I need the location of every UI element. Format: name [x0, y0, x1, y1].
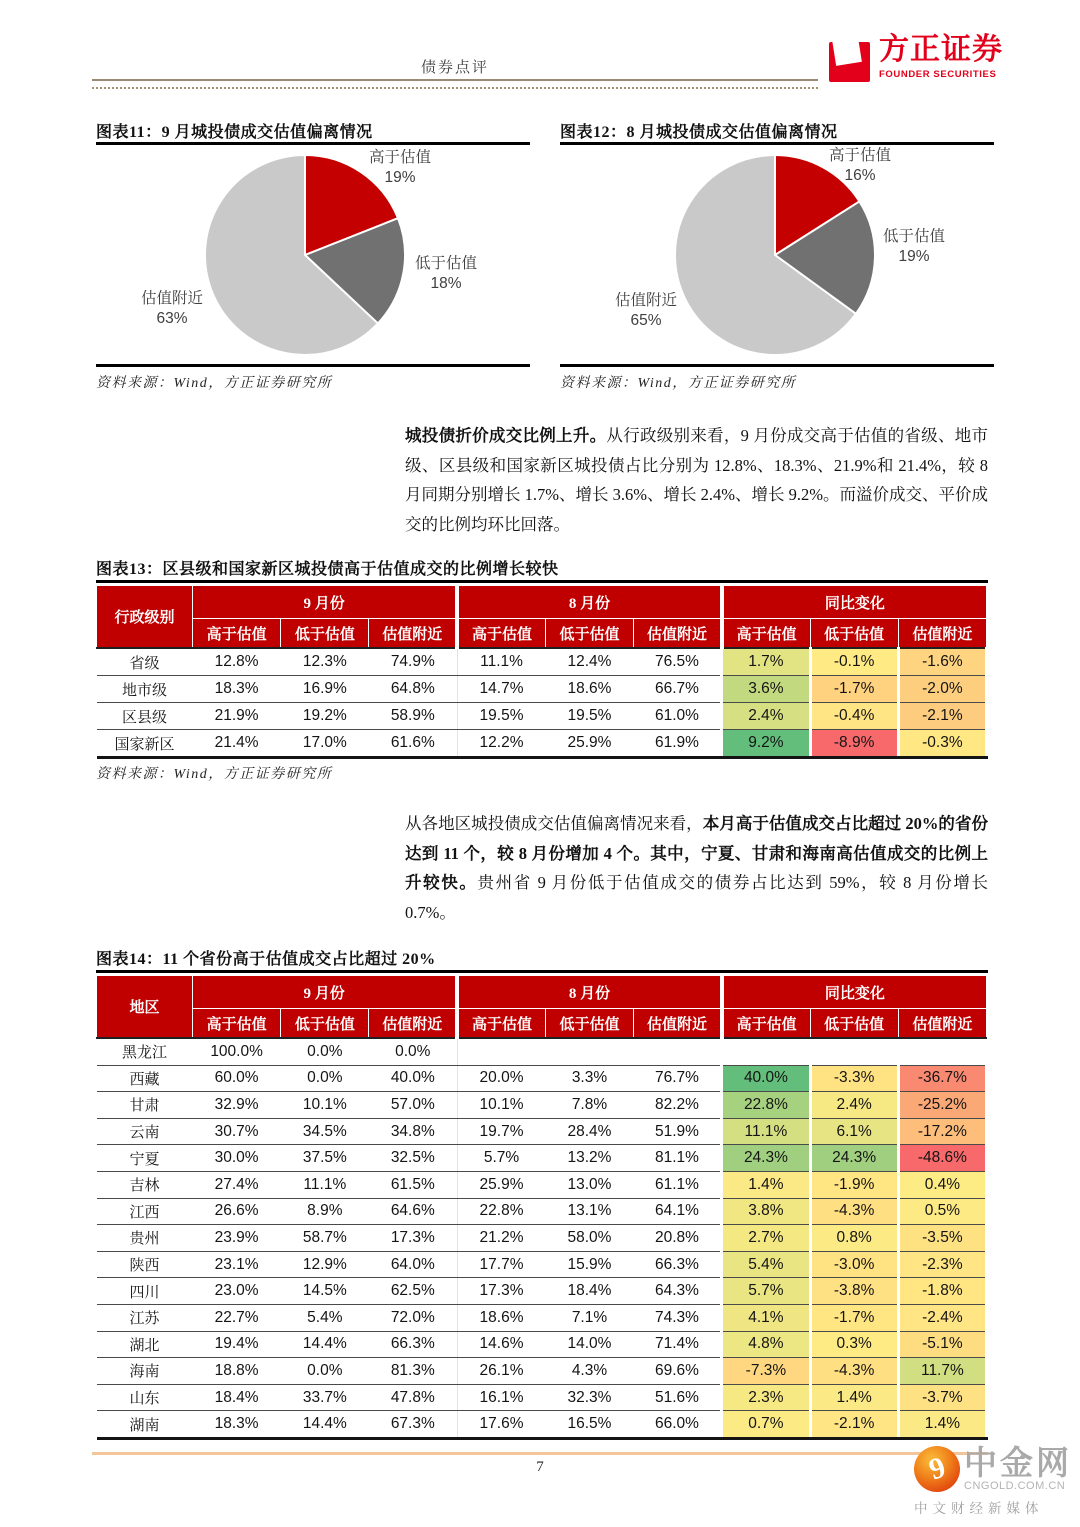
brand-subtitle: FOUNDER SECURITIES — [879, 69, 997, 80]
change-cell: -25.2% — [898, 1092, 986, 1119]
table-row — [97, 676, 987, 703]
founder-securities-logo-icon — [826, 35, 874, 90]
change-cell: -4.3% — [810, 1198, 898, 1225]
bold-text-segment: 城投债折价成交比例上升。 — [405, 426, 607, 445]
value-cell: 17.3% — [457, 1278, 545, 1305]
value-cell: 18.6% — [545, 676, 633, 703]
value-cell: 23.0% — [193, 1278, 281, 1305]
change-cell: -8.9% — [810, 730, 898, 758]
change-cell: 5.7% — [722, 1278, 810, 1305]
figure11-title: 图表11：9 月城投债成交估值偏离情况 — [96, 124, 373, 141]
change-cell: 4.8% — [722, 1331, 810, 1358]
value-cell: 61.9% — [634, 730, 722, 758]
change-cell: 22.8% — [722, 1092, 810, 1119]
change-cell: 1.7% — [722, 648, 810, 676]
value-cell: 19.2% — [281, 703, 369, 730]
change-cell: -3.5% — [898, 1225, 986, 1252]
change-cell: -0.3% — [898, 730, 986, 758]
region-cell: 云南 — [97, 1118, 193, 1145]
value-cell: 71.4% — [634, 1331, 722, 1358]
value-cell: 62.5% — [369, 1278, 457, 1305]
value-cell: 64.6% — [369, 1198, 457, 1225]
table-row — [97, 1251, 987, 1278]
value-cell: 26.1% — [457, 1358, 545, 1385]
region-cell: 湖北 — [97, 1331, 193, 1358]
figure11-source: 资料来源：Wind，方正证券研究所 — [96, 376, 333, 391]
table-row — [97, 1225, 987, 1252]
value-cell: 58.0% — [545, 1225, 633, 1252]
region-cell: 甘肃 — [97, 1092, 193, 1119]
table-sub-header: 估值附近 — [898, 619, 986, 649]
value-cell: 18.4% — [545, 1278, 633, 1305]
figure13-title: 图表13：区县级和国家新区城投债高于估值成交的比例增长较快 — [96, 561, 559, 578]
change-cell: -17.2% — [898, 1118, 986, 1145]
table-row — [97, 1065, 987, 1092]
cngold-name: 中金网 — [964, 1444, 1072, 1481]
change-cell: 1.4% — [898, 1411, 986, 1439]
value-cell: 0.0% — [369, 1038, 457, 1065]
region-cell: 山东 — [97, 1384, 193, 1411]
change-cell: 2.7% — [722, 1225, 810, 1252]
change-cell — [898, 1038, 986, 1065]
value-cell: 10.1% — [281, 1092, 369, 1119]
value-cell: 61.0% — [634, 703, 722, 730]
region-cell: 国家新区 — [97, 730, 193, 758]
body-paragraph-1 — [405, 421, 988, 539]
value-cell: 64.3% — [634, 1278, 722, 1305]
table-sub-header: 低于估值 — [810, 1009, 898, 1039]
value-cell: 5.4% — [281, 1304, 369, 1331]
change-cell: 2.3% — [722, 1384, 810, 1411]
header-rule — [92, 79, 818, 81]
value-cell: 66.0% — [634, 1411, 722, 1439]
value-cell — [545, 1038, 633, 1065]
value-cell: 47.8% — [369, 1384, 457, 1411]
change-cell: -0.4% — [810, 703, 898, 730]
pie-slice-label: 估值附近 63% — [140, 290, 203, 327]
table-row — [97, 1411, 987, 1439]
change-cell: 2.4% — [810, 1092, 898, 1119]
figure13-source: 资料来源：Wind，方正证券研究所 — [96, 767, 333, 782]
table-row — [97, 1358, 987, 1385]
text-segment: 从各地区城投债成交估值偏离情况来看， — [405, 814, 703, 833]
region-cell: 贵州 — [97, 1225, 193, 1252]
value-cell: 57.0% — [369, 1092, 457, 1119]
table-row — [97, 1304, 987, 1331]
bold-text-segment: 本月高于估值成交占比超过 20%的省份达到 11 个，较 8 月份增加 4 个。其中，宁夏、甘肃和海南高估值成交的比例上升较快。 — [405, 814, 989, 892]
table-sub-header: 高于估值 — [193, 619, 281, 649]
value-cell: 14.5% — [281, 1278, 369, 1305]
value-cell: 15.9% — [545, 1251, 633, 1278]
table-row-header: 地区 — [97, 976, 193, 1039]
value-cell: 13.2% — [545, 1145, 633, 1172]
value-cell: 16.5% — [545, 1411, 633, 1439]
table-row — [97, 1171, 987, 1198]
table-sub-header: 高于估值 — [457, 1009, 545, 1039]
value-cell: 64.8% — [369, 676, 457, 703]
province-valuation-table — [96, 975, 988, 1440]
table-group-header: 同比变化 — [722, 976, 987, 1009]
region-cell: 省级 — [97, 648, 193, 676]
value-cell: 12.3% — [281, 648, 369, 676]
region-cell: 四川 — [97, 1278, 193, 1305]
value-cell: 14.0% — [545, 1331, 633, 1358]
value-cell: 69.6% — [634, 1358, 722, 1385]
table-sub-header: 估值附近 — [898, 1009, 986, 1039]
change-cell: -7.3% — [722, 1358, 810, 1385]
value-cell: 22.7% — [193, 1304, 281, 1331]
value-cell: 8.9% — [281, 1198, 369, 1225]
table-row — [97, 1092, 987, 1119]
footer-rule — [92, 1452, 988, 1455]
figure14-top-rule — [96, 970, 988, 973]
value-cell: 37.5% — [281, 1145, 369, 1172]
value-cell: 21.9% — [193, 703, 281, 730]
change-cell: -1.6% — [898, 648, 986, 676]
value-cell: 25.9% — [545, 730, 633, 758]
figure13-top-rule — [96, 580, 988, 583]
value-cell: 0.0% — [281, 1038, 369, 1065]
table-sub-header: 高于估值 — [722, 619, 810, 649]
change-cell: -2.1% — [810, 1411, 898, 1439]
value-cell: 51.6% — [634, 1384, 722, 1411]
change-cell: 0.8% — [810, 1225, 898, 1252]
table-group-header: 9 月份 — [193, 586, 458, 619]
change-cell: 0.4% — [898, 1171, 986, 1198]
region-cell: 区县级 — [97, 703, 193, 730]
value-cell: 18.4% — [193, 1384, 281, 1411]
pie-slice-label: 高于估值 19% — [368, 149, 431, 186]
value-cell: 66.7% — [634, 676, 722, 703]
value-cell: 7.1% — [545, 1304, 633, 1331]
value-cell: 14.6% — [457, 1331, 545, 1358]
change-cell: -3.7% — [898, 1384, 986, 1411]
pie-slice-label: 低于估值 18% — [414, 255, 477, 292]
value-cell: 74.9% — [369, 648, 457, 676]
change-cell: -1.7% — [810, 676, 898, 703]
value-cell: 34.5% — [281, 1118, 369, 1145]
value-cell: 82.2% — [634, 1092, 722, 1119]
table-row — [97, 1331, 987, 1358]
value-cell: 64.1% — [634, 1198, 722, 1225]
value-cell: 0.0% — [281, 1358, 369, 1385]
change-cell: -36.7% — [898, 1065, 986, 1092]
change-cell: 3.8% — [722, 1198, 810, 1225]
value-cell: 25.9% — [457, 1171, 545, 1198]
value-cell: 76.5% — [634, 648, 722, 676]
table-row — [97, 1198, 987, 1225]
change-cell: 1.4% — [722, 1171, 810, 1198]
value-cell: 11.1% — [457, 648, 545, 676]
table-row — [97, 1384, 987, 1411]
value-cell: 72.0% — [369, 1304, 457, 1331]
region-cell: 吉林 — [97, 1171, 193, 1198]
value-cell: 17.7% — [457, 1251, 545, 1278]
change-cell: -2.0% — [898, 676, 986, 703]
table-sub-header: 高于估值 — [457, 619, 545, 649]
value-cell: 13.0% — [545, 1171, 633, 1198]
table-group-header: 8 月份 — [457, 976, 722, 1009]
value-cell: 14.7% — [457, 676, 545, 703]
value-cell: 18.3% — [193, 676, 281, 703]
value-cell: 21.4% — [193, 730, 281, 758]
figure12-top-rule — [560, 142, 994, 145]
figure12-bottom-rule — [560, 364, 994, 367]
table-sub-header: 估值附近 — [634, 619, 722, 649]
change-cell: 24.3% — [810, 1145, 898, 1172]
value-cell: 81.1% — [634, 1145, 722, 1172]
value-cell: 21.2% — [457, 1225, 545, 1252]
figure11-bottom-rule — [96, 364, 530, 367]
change-cell: 0.3% — [810, 1331, 898, 1358]
value-cell: 12.4% — [545, 648, 633, 676]
value-cell: 18.8% — [193, 1358, 281, 1385]
figure11-top-rule — [96, 142, 530, 145]
value-cell: 10.1% — [457, 1092, 545, 1119]
value-cell: 12.9% — [281, 1251, 369, 1278]
value-cell: 7.8% — [545, 1092, 633, 1119]
figure14-title: 图表14：11 个省份高于估值成交占比超过 20% — [96, 951, 436, 968]
value-cell: 22.8% — [457, 1198, 545, 1225]
founder-securities-logo — [826, 35, 1003, 90]
value-cell: 40.0% — [369, 1065, 457, 1092]
value-cell: 18.3% — [193, 1411, 281, 1439]
value-cell: 16.1% — [457, 1384, 545, 1411]
value-cell: 23.1% — [193, 1251, 281, 1278]
change-cell: 40.0% — [722, 1065, 810, 1092]
table-row — [97, 703, 987, 730]
value-cell: 33.7% — [281, 1384, 369, 1411]
value-cell: 66.3% — [369, 1331, 457, 1358]
table-group-header: 9 月份 — [193, 976, 458, 1009]
change-cell: -1.9% — [810, 1171, 898, 1198]
change-cell: 9.2% — [722, 730, 810, 758]
table-sub-header: 低于估值 — [281, 1009, 369, 1039]
value-cell: 19.5% — [545, 703, 633, 730]
admin-level-valuation-table — [96, 585, 988, 759]
header-dotted-rule — [92, 87, 818, 89]
region-cell: 江西 — [97, 1198, 193, 1225]
value-cell: 74.3% — [634, 1304, 722, 1331]
value-cell: 28.4% — [545, 1118, 633, 1145]
cngold-tagline: 中文财经新媒体 — [914, 1501, 1044, 1516]
value-cell: 17.0% — [281, 730, 369, 758]
value-cell: 60.0% — [193, 1065, 281, 1092]
table-sub-header: 估值附近 — [634, 1009, 722, 1039]
pie-slice-label: 高于估值 16% — [828, 147, 891, 184]
table-row — [97, 648, 987, 676]
value-cell: 5.7% — [457, 1145, 545, 1172]
value-cell: 61.1% — [634, 1171, 722, 1198]
value-cell: 34.8% — [369, 1118, 457, 1145]
doc-category-title: 债券点评 — [420, 60, 489, 76]
table-group-header: 8 月份 — [457, 586, 722, 619]
region-cell: 湖南 — [97, 1411, 193, 1439]
value-cell: 64.0% — [369, 1251, 457, 1278]
text-segment: 从行政级别来看，9 月份成交高于估值的省级、地市级、区县级和国家新区城投债占比分别为 12.8%、18.3%、21.9%和 21.4%，较 8 月同期分别增长 1.7%、增长 3.6%、增长 2.4%、增长 9.2%。而溢价成交、平价成交的比例均环比回落。 — [405, 426, 989, 534]
table-group-header: 同比变化 — [722, 586, 987, 619]
cngold-domain: CNGOLD.COM.CN — [964, 1480, 1066, 1492]
change-cell: 5.4% — [722, 1251, 810, 1278]
value-cell: 12.8% — [193, 648, 281, 676]
value-cell: 76.7% — [634, 1065, 722, 1092]
change-cell: -2.4% — [898, 1304, 986, 1331]
value-cell: 12.2% — [457, 730, 545, 758]
value-cell: 14.4% — [281, 1411, 369, 1439]
table-sub-header: 高于估值 — [722, 1009, 810, 1039]
table-row — [97, 1118, 987, 1145]
value-cell: 17.6% — [457, 1411, 545, 1439]
table-row-header: 行政级别 — [97, 586, 193, 649]
change-cell: 3.6% — [722, 676, 810, 703]
value-cell: 14.4% — [281, 1331, 369, 1358]
region-cell: 西藏 — [97, 1065, 193, 1092]
value-cell: 61.5% — [369, 1171, 457, 1198]
change-cell — [722, 1038, 810, 1065]
cngold-logo-icon: 9 — [914, 1446, 960, 1492]
value-cell: 81.3% — [369, 1358, 457, 1385]
figure12-title: 图表12：8 月城投债成交估值偏离情况 — [560, 124, 838, 141]
value-cell — [634, 1038, 722, 1065]
value-cell: 100.0% — [193, 1038, 281, 1065]
value-cell: 32.5% — [369, 1145, 457, 1172]
value-cell: 19.4% — [193, 1331, 281, 1358]
change-cell: 0.5% — [898, 1198, 986, 1225]
table-sub-header: 低于估值 — [545, 1009, 633, 1039]
change-cell: -2.1% — [898, 703, 986, 730]
change-cell: -1.7% — [810, 1304, 898, 1331]
table-sub-header: 低于估值 — [545, 619, 633, 649]
table-sub-header: 高于估值 — [193, 1009, 281, 1039]
region-cell: 宁夏 — [97, 1145, 193, 1172]
change-cell: 4.1% — [722, 1304, 810, 1331]
change-cell: -4.3% — [810, 1358, 898, 1385]
value-cell: 32.3% — [545, 1384, 633, 1411]
table-row — [97, 1038, 987, 1065]
table-sub-header: 低于估值 — [810, 619, 898, 649]
cngold-logo — [914, 1446, 1080, 1517]
value-cell: 32.9% — [193, 1092, 281, 1119]
value-cell: 20.0% — [457, 1065, 545, 1092]
change-cell: 0.7% — [722, 1411, 810, 1439]
value-cell: 17.3% — [369, 1225, 457, 1252]
table-row — [97, 1278, 987, 1305]
value-cell: 27.4% — [193, 1171, 281, 1198]
change-cell: -3.0% — [810, 1251, 898, 1278]
value-cell: 30.7% — [193, 1118, 281, 1145]
page-number: 7 — [536, 1459, 544, 1475]
value-cell: 20.8% — [634, 1225, 722, 1252]
value-cell: 19.5% — [457, 703, 545, 730]
change-cell: -48.6% — [898, 1145, 986, 1172]
table-sub-header: 低于估值 — [281, 619, 369, 649]
change-cell: -2.3% — [898, 1251, 986, 1278]
change-cell: 24.3% — [722, 1145, 810, 1172]
change-cell: 11.1% — [722, 1118, 810, 1145]
value-cell: 58.7% — [281, 1225, 369, 1252]
change-cell: -3.8% — [810, 1278, 898, 1305]
change-cell: -1.8% — [898, 1278, 986, 1305]
text-segment: 贵州省 9 月份低于估值成交的债券占比达到 59%，较 8 月份增长 0.7%。 — [405, 873, 988, 922]
value-cell: 58.9% — [369, 703, 457, 730]
figure12-source: 资料来源：Wind，方正证券研究所 — [560, 376, 797, 391]
change-cell — [810, 1038, 898, 1065]
change-cell: 1.4% — [810, 1384, 898, 1411]
value-cell: 3.3% — [545, 1065, 633, 1092]
table-sub-header: 估值附近 — [369, 1009, 457, 1039]
value-cell — [457, 1038, 545, 1065]
value-cell: 30.0% — [193, 1145, 281, 1172]
value-cell: 26.6% — [193, 1198, 281, 1225]
change-cell: 11.7% — [898, 1358, 986, 1385]
change-cell: -3.3% — [810, 1065, 898, 1092]
region-cell: 黑龙江 — [97, 1038, 193, 1065]
table-sub-header: 估值附近 — [369, 619, 457, 649]
value-cell: 66.3% — [634, 1251, 722, 1278]
table-row — [97, 730, 987, 758]
body-paragraph-2 — [405, 809, 988, 927]
brand-name: 方正证券 — [879, 33, 1003, 66]
change-cell: 2.4% — [722, 703, 810, 730]
value-cell: 4.3% — [545, 1358, 633, 1385]
value-cell: 51.9% — [634, 1118, 722, 1145]
region-cell: 地市级 — [97, 676, 193, 703]
region-cell: 陕西 — [97, 1251, 193, 1278]
region-cell: 海南 — [97, 1358, 193, 1385]
region-cell: 江苏 — [97, 1304, 193, 1331]
value-cell: 11.1% — [281, 1171, 369, 1198]
value-cell: 16.9% — [281, 676, 369, 703]
change-cell: 6.1% — [810, 1118, 898, 1145]
value-cell: 18.6% — [457, 1304, 545, 1331]
value-cell: 19.7% — [457, 1118, 545, 1145]
pie-slice-label: 低于估值 19% — [882, 228, 945, 265]
change-cell: -0.1% — [810, 648, 898, 676]
pie-slice-label: 估值附近 65% — [614, 292, 677, 329]
table-row — [97, 1145, 987, 1172]
value-cell: 23.9% — [193, 1225, 281, 1252]
value-cell: 67.3% — [369, 1411, 457, 1439]
change-cell: -5.1% — [898, 1331, 986, 1358]
value-cell: 13.1% — [545, 1198, 633, 1225]
value-cell: 0.0% — [281, 1065, 369, 1092]
value-cell: 61.6% — [369, 730, 457, 758]
